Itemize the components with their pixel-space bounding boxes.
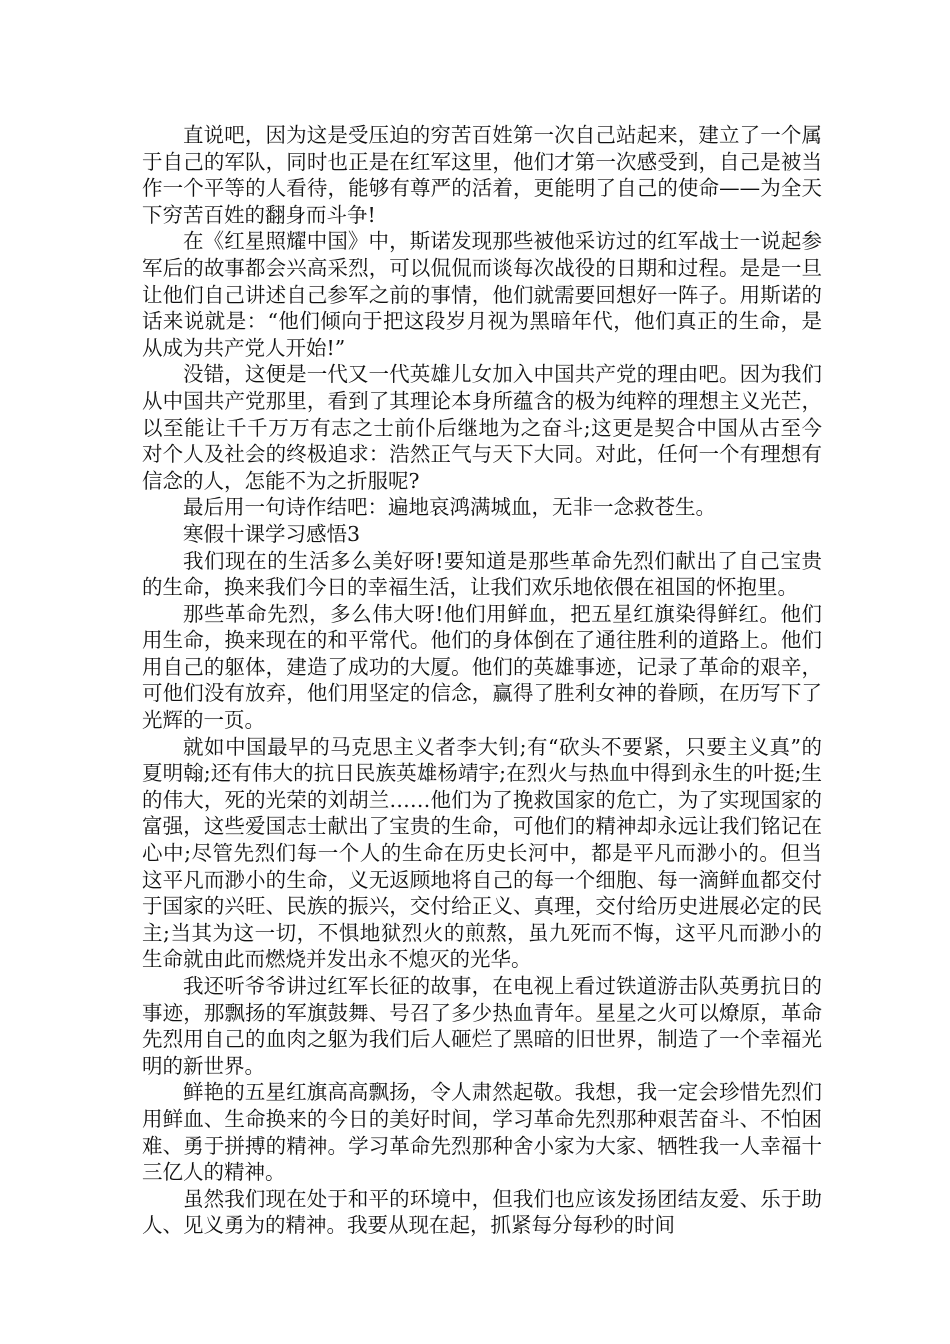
paragraph: 我们现在的生活多么美好呀!要知道是那些革命先烈们献出了自己宝贵的生命，换来我们今日的幸福生活，让我们欢乐地依偎在祖国的怀抱里。: [142, 548, 822, 600]
document-body: [142, 122, 822, 1239]
paragraph: 没错，这便是一代又一代英雄儿女加入中国共产党的理由吧。因为我们从中国共产党那里，看到了其理论本身所蕴含的极为纯粹的理想主义光芒，以至能让千千万万有志之士前仆后继地为之奋斗;这更是契合中国从古至今对个人及社会的终极追求：浩然正气与天下大同。对此，任何一个有理想有信念的人，怎能不为之折服呢?: [142, 362, 822, 493]
paragraph: 那些革命先烈，多么伟大呀!他们用鲜血，把五星红旗染得鲜红。他们用生命，换来现在的和平常代。他们的身体倒在了通往胜利的道路上。他们用自己的躯体，建造了成功的大厦。他们的英雄事迹，记录了革命的艰辛，可他们没有放弃，他们用坚定的信念，赢得了胜利女神的眷顾，在历写下了光辉的一页。: [142, 601, 822, 733]
paragraph: 虽然我们现在处于和平的环境中，但我们也应该发扬团结友爱、乐于助人、见义勇为的精神。我要从现在起，抓紧每分每秒的时间: [142, 1186, 822, 1238]
paragraph: 我还听爷爷讲过红军长征的故事，在电视上看过铁道游击队英勇抗日的事迹，那飘扬的军旗鼓舞、号召了多少热血青年。星星之火可以燎原，革命先烈用自己的血肉之躯为我们后人砸烂了黑暗的旧世界，制造了一个幸福光明的新世界。: [142, 974, 822, 1078]
paragraph: 直说吧，因为这是受压迫的穷苦百姓第一次自己站起来，建立了一个属于自己的军队，同时也正是在红军这里，他们才第一次感受到，自己是被当作一个平等的人看待，能够有尊严的活着，更能明了自己的使命——为全天下穷苦百姓的翻身而斗争!: [142, 123, 822, 227]
paragraph: 鲜艳的五星红旗高高飘扬，令人肃然起敬。我想，我一定会珍惜先烈们用鲜血、生命换来的今日的美好时间，学习革命先烈那种艰苦奋斗、不怕困难、勇于拼搏的精神。学习革命先烈那种舍小家为大家、牺牲我一人幸福十三亿人的精神。: [142, 1080, 822, 1185]
section-title: 寒假十课学习感悟3: [183, 521, 361, 546]
paragraph: 就如中国最早的马克思主义者李大钊;有“砍头不要紧，只要主义真”的夏明翰;还有伟大的抗日民族英雄杨靖宇;在烈火与热血中得到永生的叶挺;生的伟大，死的光荣的刘胡兰……他们为了挽救国家的危亡，为了实现国家的富强，这些爱国志士献出了宝贵的生命，可他们的精神却永远让我们铭记在心中;尽管先烈们每一个人的生命在历史长河中，都是平凡而渺小的。但当这平凡而渺小的生命，义无返顾地将自己的每一个细胞、每一滴鲜血都交付于国家的兴旺、民族的振兴，交付给正义、真理，交付给历史进展必定的民主;当其为这一切，不惧地狱烈火的煎熬，虽九死而不悔，这平凡而渺小的生命就由此而燃烧并发出永不熄灭的光华。: [142, 734, 822, 972]
paragraph: 在《红星照耀中国》中，斯诺发现那些被他采访过的红军战士一说起参军后的故事都会兴高采烈，可以侃侃而谈每次战役的日期和过程。是是一旦让他们自己讲述自己参军之前的事情，他们就需要回想好一阵子。用斯诺的话来说就是：“他们倾向于把这段岁月视为黑暗年代，他们真正的生命，是从成为共产党人开始!”: [142, 229, 822, 360]
paragraph: 最后用一句诗作结吧：遍地哀鸿满城血，无非一念救苍生。: [183, 495, 716, 520]
